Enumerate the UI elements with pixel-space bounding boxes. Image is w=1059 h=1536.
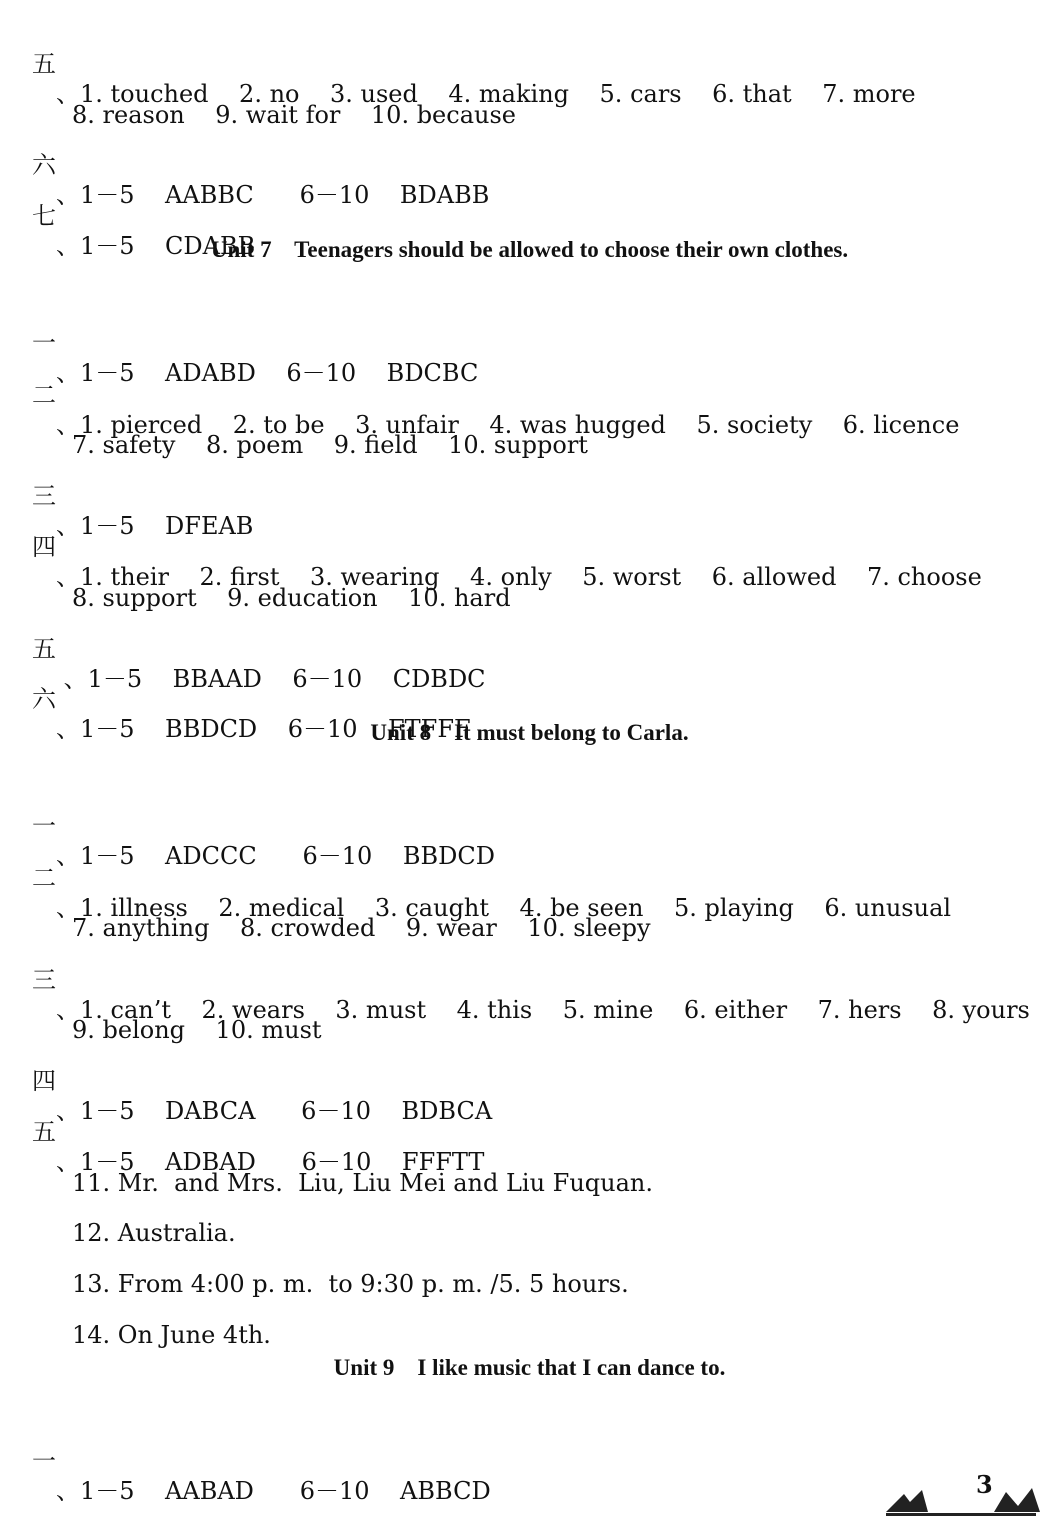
- section-mark: 六: [32, 151, 56, 179]
- answer-text: 9. belong 10. must: [72, 1016, 322, 1044]
- unit-9-title: Unit 9 I like music that I can dance to.: [333, 1355, 726, 1380]
- section-mark: 二: [32, 864, 56, 892]
- page-ornament-icon: [876, 1450, 1056, 1530]
- answer-text: 、1－5 DFEAB: [56, 512, 254, 540]
- answer-line: [0, 1416, 491, 1506]
- section-mark: 四: [32, 533, 56, 561]
- answer-text: 、1. can’t 2. wears 3. must 4. this 5. mine 6. either 7. hers 8. yours: [56, 996, 1030, 1024]
- section-mark: 五: [32, 1118, 56, 1146]
- answer-text: 、1－5 AABBC 6－10 BDABB: [56, 181, 490, 209]
- answer-text: 8. reason 9. wait for 10. because: [72, 101, 516, 129]
- answer-text: 、1－5 BBAAD 6－10 CDBDC: [56, 665, 486, 693]
- answer-text: 14. On June 4th.: [72, 1321, 271, 1349]
- answer-text: 12. Australia.: [72, 1219, 236, 1247]
- section-mark: 一: [32, 812, 56, 840]
- section-mark: 七: [32, 202, 56, 230]
- answer-text: 11. Mr. and Mrs. Liu, Liu Mei and Liu Fuquan.: [72, 1169, 653, 1197]
- answer-text: 13. From 4:00 p. m. to 9:30 p. m. /5. 5 hours.: [72, 1270, 629, 1298]
- answer-line: [0, 1290, 271, 1350]
- answer-text: 7. anything 8. crowded 9. wear 10. sleepy: [72, 914, 651, 942]
- answer-text: 、1. their 2. first 3. wearing 4. only 5. worst 6. allowed 7. choose: [56, 563, 982, 591]
- answer-text: 、1－5 ADBAD 6－10 FFFTT: [56, 1148, 485, 1176]
- answer-text: 、1－5 AABAD 6－10 ABBCD: [56, 1477, 491, 1505]
- answer-text: 、1－5 BBDCD 6－10 FTFFF: [56, 715, 471, 743]
- section-mark: 五: [32, 50, 56, 78]
- answer-text: 、1－5 ADCCC 6－10 BBDCD: [56, 842, 495, 870]
- section-mark: 四: [32, 1067, 56, 1095]
- section-mark: 三: [32, 482, 56, 510]
- section-mark: 六: [32, 685, 56, 713]
- section-mark: 三: [32, 966, 56, 994]
- answer-text: 、1－5 DABCA 6－10 BDBCA: [56, 1097, 493, 1125]
- unit-7-title: Unit 7 Teenagers should be allowed to choose their own clothes.: [210, 237, 849, 262]
- page-number-ornament: [876, 1450, 1056, 1530]
- section-mark: 一: [32, 1447, 56, 1475]
- answer-text: 、1. illness 2. medical 3. caught 4. be seen 5. playing 6. unusual: [56, 894, 952, 922]
- section-mark: 一: [32, 329, 56, 357]
- answer-text: 、1－5 CDABB: [56, 232, 256, 260]
- answer-text: 、1－5 ADABD 6－10 BDCBC: [56, 359, 479, 387]
- answer-text: 、1. touched 2. no 3. used 4. making 5. cars 6. that 7. more: [56, 80, 916, 108]
- answer-text: 7. safety 8. poem 9. field 10. support: [72, 431, 588, 459]
- unit-8-title: Unit 8 It must belong to Carla.: [370, 720, 689, 745]
- page-number: 3: [976, 1470, 993, 1499]
- section-mark: 五: [32, 635, 56, 663]
- section-mark: 二: [32, 381, 56, 409]
- answer-text: 、1. pierced 2. to be 3. unfair 4. was hugged 5. society 6. licence: [56, 411, 960, 439]
- answer-text: 8. support 9. education 10. hard: [72, 584, 511, 612]
